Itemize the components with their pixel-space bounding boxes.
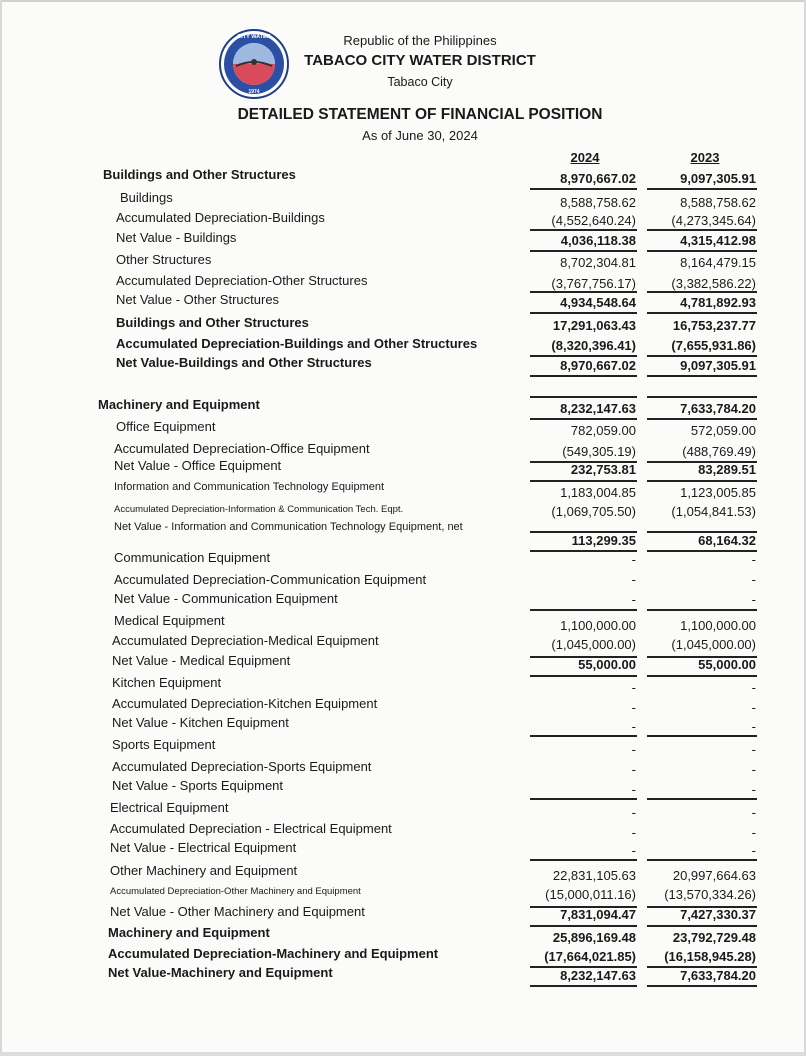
row-value-2024: -	[631, 552, 636, 567]
rule-line	[530, 461, 637, 463]
rule-line	[530, 229, 637, 231]
row-value-2024: -	[631, 572, 636, 587]
row-value-2023: -	[751, 742, 756, 757]
row-label: Accumulated Depreciation-Buildings	[116, 210, 325, 225]
row-value-2023: -	[751, 552, 756, 567]
row-value-2023: -	[751, 805, 756, 820]
rule-line	[530, 925, 637, 927]
row-value-2024: 8,588,758.62	[560, 195, 636, 210]
row-label: Accumulated Depreciation-Other Machinery and Equipment	[110, 886, 361, 897]
row-value-2024: -	[631, 719, 636, 734]
row-value-2024: 232,753.81	[570, 462, 636, 477]
row-label: Net Value - Communication Equipment	[114, 591, 338, 606]
row-value-2024: -	[631, 592, 636, 607]
row-value-2024: 8,970,667.02	[560, 171, 636, 186]
row-value-2023: (4,273,345.64)	[671, 213, 756, 228]
rule-line	[647, 461, 757, 463]
rule-line	[647, 418, 757, 420]
svg-text:CITY WATER: CITY WATER	[237, 34, 271, 40]
row-value-2023: (1,045,000.00)	[671, 637, 756, 652]
rule-line	[647, 531, 757, 533]
row-label: Accumulated Depreciation-Sports Equipment	[112, 759, 372, 774]
rule-line	[530, 396, 637, 398]
row-value-2024: 113,299.35	[571, 533, 636, 548]
row-label: Accumulated Depreciation-Buildings and Other Structures	[116, 336, 478, 351]
rule-line	[530, 418, 637, 420]
rule-line	[647, 188, 757, 190]
row-label: Buildings and Other Structures	[103, 167, 296, 182]
rule-line	[647, 798, 757, 800]
rule-line	[530, 550, 637, 552]
header-republic: Republic of the Philippines	[343, 33, 497, 48]
row-value-2023: 1,123,005.85	[680, 485, 756, 500]
rule-line	[530, 531, 637, 533]
rule-line	[530, 312, 637, 314]
row-label: Accumulated Depreciation-Machinery and Equipment	[108, 946, 439, 961]
row-label: Net Value - Kitchen Equipment	[112, 715, 289, 730]
row-label: Accumulated Depreciation-Medical Equipment	[112, 633, 379, 648]
row-value-2024: (15,000,011.16)	[545, 887, 636, 902]
row-value-2023: -	[751, 825, 756, 840]
row-label: Buildings and Other Structures	[116, 315, 309, 330]
rule-line	[530, 906, 637, 908]
district-seal-logo	[214, 28, 296, 100]
row-value-2024: (8,320,396.41)	[551, 338, 636, 353]
rule-line	[647, 396, 757, 398]
rule-line	[647, 375, 757, 377]
rule-line	[530, 250, 637, 252]
row-value-2024: -	[631, 805, 636, 820]
rule-line	[530, 375, 637, 377]
row-value-2024: (1,069,705.50)	[551, 504, 636, 519]
scan-edge-left	[0, 0, 2, 1056]
scan-edge-bottom	[0, 1052, 806, 1056]
row-label: Machinery and Equipment	[108, 925, 270, 940]
row-label: Net Value - Buildings	[116, 230, 237, 245]
rule-line	[647, 859, 757, 861]
rule-line	[647, 735, 757, 737]
rule-line	[530, 355, 637, 357]
row-value-2023: -	[751, 700, 756, 715]
rule-line	[647, 906, 757, 908]
statement-date: As of June 30, 2024	[362, 128, 478, 143]
rule-line	[647, 291, 757, 293]
row-value-2024: 4,934,548.64	[560, 295, 636, 310]
row-value-2024: 1,183,004.85	[560, 485, 636, 500]
rule-line	[647, 312, 757, 314]
row-value-2023: 4,315,412.98	[680, 233, 756, 248]
row-label: Communication Equipment	[114, 550, 271, 565]
rule-line	[647, 675, 757, 677]
row-label: Net Value - Information and Communication Technology Equipment, net	[114, 521, 463, 533]
header-city: Tabaco City	[387, 75, 453, 89]
row-value-2024: 55,000.00	[578, 657, 636, 672]
row-value-2023: 9,097,305.91	[680, 358, 756, 373]
row-value-2023: 23,792,729.48	[672, 930, 756, 945]
column-header-2023: 2023	[690, 150, 720, 165]
rule-line	[530, 480, 637, 482]
row-value-2023: -	[751, 782, 756, 797]
row-value-2023: 8,164,479.15	[680, 255, 756, 270]
rule-line	[530, 798, 637, 800]
rule-line	[647, 355, 757, 357]
rule-line	[647, 550, 757, 552]
row-label: Net Value - Other Structures	[116, 292, 280, 307]
row-label: Accumulated Depreciation-Communication Equipment	[114, 572, 427, 587]
row-value-2024: 17,291,063.43	[552, 318, 636, 333]
rule-line	[530, 291, 637, 293]
row-label: Other Machinery and Equipment	[110, 863, 298, 878]
row-value-2024: -	[631, 843, 636, 858]
rule-line	[530, 859, 637, 861]
row-value-2023: (7,655,931.86)	[671, 338, 756, 353]
row-label: Electrical Equipment	[110, 800, 229, 815]
row-value-2024: 22,831,105.63	[552, 868, 636, 883]
row-label: Medical Equipment	[114, 613, 225, 628]
row-label: Office Equipment	[116, 419, 216, 434]
row-label: Buildings	[120, 190, 173, 205]
row-value-2023: -	[751, 572, 756, 587]
row-value-2024: 8,702,304.81	[560, 255, 636, 270]
row-value-2024: -	[631, 742, 636, 757]
row-value-2024: (3,767,756.17)	[551, 276, 636, 291]
row-value-2023: 20,997,664.63	[672, 868, 756, 883]
row-value-2023: (16,158,945.28)	[664, 949, 756, 964]
rule-line	[647, 250, 757, 252]
row-value-2023: 16,753,237.77	[672, 318, 756, 333]
scan-edge-top	[0, 0, 806, 2]
row-value-2023: -	[751, 762, 756, 777]
rule-line	[530, 735, 637, 737]
rule-line	[530, 675, 637, 677]
row-label: Net Value - Office Equipment	[114, 458, 282, 473]
row-value-2024: 4,036,118.38	[560, 233, 636, 248]
row-label: Accumulated Depreciation-Information & Communication Tech. Eqpt.	[114, 504, 404, 515]
header-district-name: TABACO CITY WATER DISTRICT	[304, 52, 536, 69]
row-value-2024: 25,896,169.48	[552, 930, 636, 945]
rule-line	[647, 966, 757, 968]
row-value-2024: 8,232,147.63	[560, 968, 636, 983]
row-label: Other Structures	[116, 252, 212, 267]
row-value-2024: (549,305.19)	[562, 444, 636, 459]
row-value-2024: (1,045,000.00)	[551, 637, 636, 652]
row-value-2023: 7,633,784.20	[680, 401, 756, 416]
row-label: Net Value-Machinery and Equipment	[108, 965, 333, 980]
row-value-2023: (1,054,841.53)	[671, 504, 756, 519]
row-value-2023: 7,427,330.37	[680, 907, 756, 922]
row-value-2023: (488,769.49)	[682, 444, 756, 459]
row-label: Sports Equipment	[112, 737, 216, 752]
rule-line	[647, 925, 757, 927]
row-value-2024: (4,552,640.24)	[551, 213, 636, 228]
row-label: Accumulated Depreciation - Electrical Equipment	[110, 821, 392, 836]
rule-line	[647, 480, 757, 482]
row-label: Kitchen Equipment	[112, 675, 222, 690]
row-value-2024: -	[631, 700, 636, 715]
row-value-2023: -	[751, 680, 756, 695]
row-value-2023: 68,164.32	[698, 533, 756, 548]
row-label: Net Value - Electrical Equipment	[110, 840, 297, 855]
rule-line	[647, 229, 757, 231]
statement-title: DETAILED STATEMENT OF FINANCIAL POSITION	[237, 106, 603, 123]
row-label: Accumulated Depreciation-Other Structures	[116, 273, 368, 288]
row-value-2024: -	[631, 762, 636, 777]
row-value-2024: 8,970,667.02	[560, 358, 636, 373]
row-value-2023: -	[751, 719, 756, 734]
row-label: Accumulated Depreciation-Office Equipment	[114, 441, 370, 456]
svg-text:1974: 1974	[248, 89, 260, 95]
row-label: Information and Communication Technology Equipment	[114, 481, 385, 493]
rule-line	[530, 966, 637, 968]
row-value-2024: 782,059.00	[570, 423, 636, 438]
row-value-2024: -	[631, 782, 636, 797]
rule-line	[647, 656, 757, 658]
row-label: Machinery and Equipment	[98, 397, 260, 412]
row-value-2024: 1,100,000.00	[560, 618, 636, 633]
row-value-2024: -	[631, 825, 636, 840]
rule-line	[647, 985, 757, 987]
row-value-2023: 1,100,000.00	[680, 618, 756, 633]
row-label: Accumulated Depreciation-Kitchen Equipment	[112, 696, 378, 711]
rule-line	[647, 609, 757, 611]
row-value-2023: -	[751, 843, 756, 858]
rule-line	[530, 609, 637, 611]
rule-line	[530, 188, 637, 190]
row-value-2024: 7,831,094.47	[560, 907, 636, 922]
row-value-2023: 7,633,784.20	[680, 968, 756, 983]
row-label: Net Value-Buildings and Other Structures	[116, 355, 372, 370]
column-header-2024: 2024	[570, 150, 600, 165]
rule-line	[530, 656, 637, 658]
row-value-2023: 83,289.51	[698, 462, 756, 477]
row-value-2023: 8,588,758.62	[680, 195, 756, 210]
row-value-2023: 4,781,892.93	[680, 295, 756, 310]
row-value-2023: -	[751, 592, 756, 607]
row-value-2023: (13,570,334.26)	[664, 887, 756, 902]
row-value-2023: 55,000.00	[698, 657, 756, 672]
row-label: Net Value - Sports Equipment	[112, 778, 284, 793]
row-value-2024: -	[631, 680, 636, 695]
row-value-2023: (3,382,586.22)	[671, 276, 756, 291]
rule-line	[530, 985, 637, 987]
row-value-2023: 9,097,305.91	[680, 171, 756, 186]
row-value-2024: (17,664,021.85)	[544, 949, 636, 964]
row-label: Net Value - Medical Equipment	[112, 653, 291, 668]
row-value-2023: 572,059.00	[690, 423, 756, 438]
row-value-2024: 8,232,147.63	[560, 401, 636, 416]
row-label: Net Value - Other Machinery and Equipment	[110, 904, 365, 919]
